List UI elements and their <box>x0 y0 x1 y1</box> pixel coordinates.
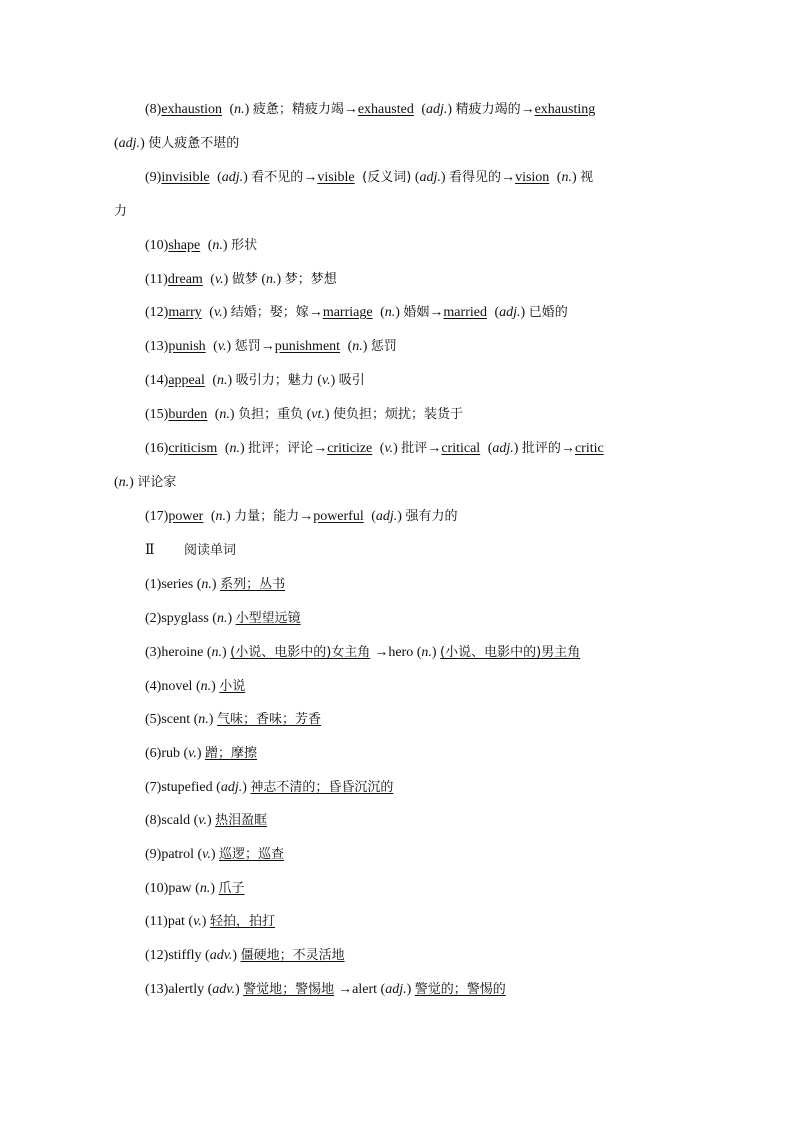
reading-item-5: (5)scent (n.) 气味；香味；芳香 <box>145 710 325 730</box>
meaning: 批评 <box>401 441 428 456</box>
related-word: alert <box>352 982 378 997</box>
part-of-speech: n. <box>216 611 228 626</box>
arrow: → <box>374 645 389 660</box>
reading-word: pat <box>167 914 185 929</box>
part-of-speech: adj. <box>118 136 141 151</box>
part-of-speech: n. <box>217 373 228 388</box>
derived-word: vision <box>515 170 550 185</box>
meaning: 梦；梦想 <box>284 272 337 287</box>
derived-word: marriage <box>322 305 373 320</box>
vocab-word: shape <box>168 238 201 253</box>
part-of-speech: adj. <box>375 509 398 524</box>
item-number: (7) <box>145 780 162 795</box>
vocab-item-9: (9)invisible (adj.) 看不见的→visible (反义词) (adj.) 看得见的→vision (n.) 视 <box>145 170 594 185</box>
section-title: 阅读单词 <box>184 543 237 558</box>
part-of-speech: n. <box>352 339 363 354</box>
meaning: 疲惫；精疲力竭 <box>252 102 344 117</box>
derived-word: powerful <box>313 509 364 524</box>
reading-word: spyglass <box>161 611 209 626</box>
item-number: (12) <box>145 305 169 320</box>
meaning: 做梦 <box>231 272 258 287</box>
part-of-speech: v. <box>321 373 331 388</box>
meaning: 看得见的 <box>449 170 502 185</box>
meaning: 看不见的 <box>251 170 304 185</box>
vocab-item-9-continued <box>114 202 127 222</box>
part-of-speech: v. <box>198 813 207 828</box>
part-of-speech: v. <box>217 339 227 354</box>
part-of-speech: n. <box>384 305 396 320</box>
meaning: (小说、电影中的)男主角 <box>440 645 581 660</box>
meaning: 批评的 <box>521 441 561 456</box>
arrow: → <box>313 441 328 456</box>
reading-word: heroine <box>161 645 204 660</box>
item-number: (13) <box>145 982 169 997</box>
antonym-note: (反义词) <box>362 170 412 185</box>
arrow: → <box>299 509 314 524</box>
meaning: 神志不清的；昏昏沉沉的 <box>250 780 394 795</box>
vocab-word: burden <box>168 407 208 422</box>
part-of-speech: adj. <box>426 102 448 117</box>
vocab-item-8: (8)exhaustion (n.) 疲惫；精疲力竭→exhausted (adj.) 精疲力竭的→exhausting <box>145 100 599 120</box>
part-of-speech: n. <box>198 712 209 727</box>
part-of-speech: v. <box>214 272 224 287</box>
reading-word: novel <box>161 679 193 694</box>
meaning: 婚姻 <box>403 305 430 320</box>
meaning: 批评；评论 <box>248 441 314 456</box>
item-number: (3) <box>145 645 162 660</box>
part-of-speech: adj. <box>221 170 244 185</box>
meaning: 蹭；摩擦 <box>205 746 258 761</box>
reading-item-11: (11)pat (v.) 轻拍，拍打 <box>145 912 279 932</box>
meaning: (小说、电影中的)女主角 <box>230 645 371 660</box>
meaning: 负担；重负 <box>238 407 304 422</box>
item-number: (8) <box>145 102 162 117</box>
item-number: (5) <box>145 712 162 727</box>
reading-item-2: (2)spyglass (n.) 小型望远镜 <box>145 609 305 629</box>
derived-word: criticize <box>327 441 373 456</box>
meaning: 精疲力竭的 <box>455 102 521 117</box>
vocab-item-13: (13)punish (v.) 惩罚→punishment (n.) 惩罚 <box>145 339 397 354</box>
meaning: 结婚；娶；嫁 <box>230 305 309 320</box>
item-number: (12) <box>145 948 169 963</box>
item-number: (6) <box>145 746 162 761</box>
part-of-speech: n. <box>229 441 240 456</box>
vocab-item-16: (16)criticism (n.) 批评；评论→criticize (v.) 批评→critical (adj.) 批评的→critic <box>145 439 608 459</box>
item-number: (13) <box>145 339 169 354</box>
item-number: (8) <box>145 813 162 828</box>
part-of-speech: v. <box>384 441 394 456</box>
part-of-speech: n. <box>212 238 223 253</box>
part-of-speech: v. <box>193 914 202 929</box>
meaning: 惩罚 <box>370 339 397 354</box>
vocab-word: exhaustion <box>161 102 222 117</box>
reading-word: rub <box>161 746 180 761</box>
vocab-word: criticism <box>168 441 218 456</box>
reading-word: scald <box>161 813 191 828</box>
part-of-speech: n. <box>200 679 212 694</box>
derived-word: married <box>443 305 487 320</box>
item-number: (11) <box>145 272 168 287</box>
reading-word: series <box>161 577 194 592</box>
item-number: (9) <box>145 170 162 185</box>
vocab-word: power <box>168 509 204 524</box>
reading-word: stupefied <box>161 780 213 795</box>
reading-item-10: (10)paw (n.) 爪子 <box>145 879 249 899</box>
vocab-item-10: (10)shape (n.) 形状 <box>145 238 258 253</box>
arrow: → <box>427 441 442 456</box>
reading-item-4: (4)novel (n.) 小说 <box>145 677 249 697</box>
meaning: 力量；能力 <box>234 509 300 524</box>
reading-item-9: (9)patrol (v.) 巡逻；巡查 <box>145 845 288 865</box>
part-of-speech: n. <box>234 102 245 117</box>
part-of-speech: n. <box>211 645 222 660</box>
item-number: (1) <box>145 577 162 592</box>
part-of-speech: v. <box>202 847 211 862</box>
arrow: → <box>260 339 275 354</box>
vocab-word: appeal <box>168 373 205 388</box>
arrow: → <box>303 170 318 185</box>
item-number: (14) <box>145 373 169 388</box>
arrow: → <box>338 982 353 997</box>
meaning: 强有力的 <box>405 509 458 524</box>
meaning: 已婚的 <box>528 305 568 320</box>
derived-word: punishment <box>274 339 341 354</box>
part-of-speech: adj. <box>419 170 441 185</box>
meaning: 惩罚 <box>234 339 261 354</box>
part-of-speech: adj. <box>220 780 243 795</box>
derived-word: critical <box>441 441 481 456</box>
reading-word: paw <box>168 881 192 896</box>
meaning-part-2: 力 <box>114 204 128 219</box>
part-of-speech: n. <box>201 577 212 592</box>
part-of-speech: n. <box>421 645 432 660</box>
meaning: 热泪盈眶 <box>215 813 268 828</box>
derived-word: critic <box>574 441 604 456</box>
derived-word: exhausting <box>534 102 596 117</box>
reading-word: alertly <box>168 982 205 997</box>
part-of-speech: v. <box>188 746 197 761</box>
arrow: → <box>308 305 323 320</box>
meaning: 僵硬地；不灵活地 <box>240 948 345 963</box>
section-numeral: Ⅱ <box>145 543 155 558</box>
vocab-word: invisible <box>161 170 210 185</box>
meaning: 警觉的；警惕的 <box>414 982 506 997</box>
arrow: → <box>343 102 358 117</box>
part-of-speech: n. <box>219 407 230 422</box>
meaning: 吸引 <box>338 373 365 388</box>
meaning: 轻拍，拍打 <box>209 914 275 929</box>
item-number: (16) <box>145 441 169 456</box>
vocab-word: punish <box>168 339 206 354</box>
vocab-item-16-continued: (n.) 评论家 <box>114 475 177 490</box>
part-of-speech: n. <box>199 881 211 896</box>
meaning: 使负担；烦扰；装货于 <box>333 407 464 422</box>
reading-item-6: (6)rub (v.) 蹭；摩擦 <box>145 744 261 764</box>
reading-item-13: (13)alertly (adv.) 警觉地；警惕地 →alert (adj.) 警觉的；警惕的 <box>145 980 510 1000</box>
meaning: 巡逻；巡查 <box>219 847 285 862</box>
meaning-part-1: 视 <box>580 170 594 185</box>
meaning: 小说 <box>219 679 246 694</box>
item-number: (10) <box>145 881 169 896</box>
part-of-speech: n. <box>215 509 226 524</box>
item-number: (17) <box>145 509 169 524</box>
meaning: 评论家 <box>137 475 177 490</box>
meaning: 使人疲惫不堪的 <box>148 136 240 151</box>
part-of-speech: adj. <box>492 441 514 456</box>
part-of-speech: adv. <box>209 948 233 963</box>
vocab-item-17: (17)power (n.) 力量；能力→powerful (adj.) 强有力的 <box>145 509 458 524</box>
part-of-speech: n. <box>561 170 572 185</box>
item-number: (4) <box>145 679 162 694</box>
part-of-speech: n. <box>266 272 277 287</box>
vocab-word: dream <box>167 272 203 287</box>
derived-word: visible <box>317 170 355 185</box>
part-of-speech: n. <box>118 475 130 490</box>
section-heading <box>145 541 236 561</box>
meaning: 气味；香味；芳香 <box>216 712 321 727</box>
related-word: hero <box>388 645 414 660</box>
part-of-speech: adv. <box>212 982 235 997</box>
arrow: → <box>501 170 516 185</box>
arrow: → <box>429 305 444 320</box>
vocab-item-11: (11)dream (v.) 做梦 (n.) 梦；梦想 <box>145 272 337 287</box>
vocab-item-15: (15)burden (n.) 负担；重负 (vt.) 使负担；烦扰；装货于 <box>145 407 464 422</box>
meaning: 吸引力；魅力 <box>235 373 314 388</box>
reading-item-1: (1)series (n.) 系列；丛书 <box>145 575 289 595</box>
arrow: → <box>560 441 575 456</box>
meaning: 形状 <box>231 238 258 253</box>
vocab-item-14: (14)appeal (n.) 吸引力；魅力 (v.) 吸引 <box>145 373 365 388</box>
reading-item-8: (8)scald (v.) 热泪盈眶 <box>145 811 271 831</box>
vocab-item-8-continued: (adj.) 使人疲惫不堪的 <box>114 136 240 151</box>
meaning: 小型望远镜 <box>235 611 301 626</box>
reading-item-3: (3)heroine (n.) (小说、电影中的)女主角 →hero (n.) (小说、电影中的)男主角 <box>145 643 584 663</box>
derived-word: exhausted <box>357 102 414 117</box>
vocab-word: marry <box>168 305 202 320</box>
item-number: (15) <box>145 407 169 422</box>
part-of-speech: vt. <box>311 407 325 422</box>
meaning: 系列；丛书 <box>220 577 286 592</box>
reading-word: patrol <box>161 847 194 862</box>
part-of-speech: adj. <box>385 982 407 997</box>
item-number: (9) <box>145 847 162 862</box>
meaning: 爪子 <box>218 881 245 896</box>
meaning: 警觉地；警惕地 <box>243 982 335 997</box>
reading-word: stiffly <box>168 948 202 963</box>
part-of-speech: v. <box>213 305 223 320</box>
part-of-speech: adj. <box>499 305 521 320</box>
item-number: (2) <box>145 611 162 626</box>
vocab-item-12: (12)marry (v.) 结婚；娶；嫁→marriage (n.) 婚姻→married (adj.) 已婚的 <box>145 305 568 320</box>
arrow: → <box>520 102 535 117</box>
item-number: (10) <box>145 238 169 253</box>
reading-item-12: (12)stiffly (adv.) 僵硬地；不灵活地 <box>145 946 349 966</box>
item-number: (11) <box>145 914 168 929</box>
reading-item-7: (7)stupefied (adj.) 神志不清的；昏昏沉沉的 <box>145 778 397 798</box>
reading-word: scent <box>161 712 191 727</box>
